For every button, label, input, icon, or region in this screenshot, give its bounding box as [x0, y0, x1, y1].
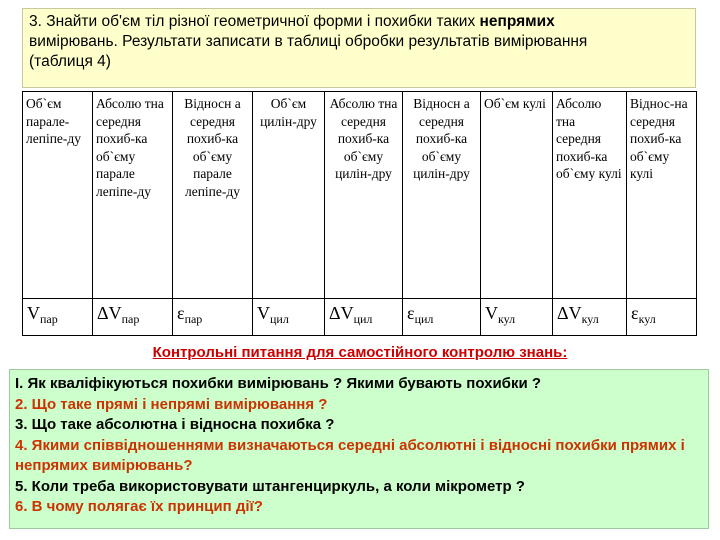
symbol-main: ΔV [557, 303, 582, 324]
table-symbol-row [23, 299, 697, 336]
question-item: 3. Що таке абсолютна і відносна похибка ? [15, 416, 335, 433]
header-cell-volume-cylinder: Об`єм цилін-дру [253, 92, 325, 299]
header-cell-abs-error-cylinder: Абсолю тна середня похиб-ка об`єму цилін-дру [325, 92, 403, 299]
symbol-cell [627, 299, 697, 336]
symbol-main: V [485, 303, 498, 324]
task-line-3: (таблиця 4) [29, 53, 111, 70]
task-line-1 [29, 12, 689, 32]
symbol-sub: пар [121, 312, 140, 327]
header-cell-abs-error-sphere: Абсолю тна середня похиб-ка об`єму кулі [553, 92, 627, 299]
question-item: 6. В чому полягає їх принцип дії? [15, 498, 263, 515]
header-cell-rel-error-sphere: Віднос-на середня похиб-ка об`єму кулі [627, 92, 697, 299]
symbol-sub: пар [40, 312, 58, 327]
header-cell-volume-sphere: Об`єм кулі [481, 92, 553, 299]
symbol-sub: цил [270, 312, 289, 327]
task-box [22, 8, 696, 88]
symbol-sub: кул [638, 312, 656, 327]
task-emphasis: непрямих [479, 13, 555, 30]
symbol-main: ΔV [329, 303, 354, 324]
symbol-cell [173, 299, 253, 336]
symbol-cell [93, 299, 173, 336]
task-line-1-text: 3. Знайти об'єм тіл різної геометричної форми і похибки таких [29, 13, 480, 30]
symbol-main: ΔV [97, 303, 122, 324]
results-table [22, 91, 697, 336]
symbol-cell [403, 299, 481, 336]
header-cell-abs-error-parallelepiped: Абсолю тна середня похиб-ка об`єму парале лепіпе-ду [93, 92, 173, 299]
symbol-main: ε [407, 303, 415, 324]
symbol-cell [253, 299, 325, 336]
symbol-main: ε [177, 303, 185, 324]
symbol-cell [325, 299, 403, 336]
symbol-main: V [257, 303, 270, 324]
symbol-main: ε [631, 303, 639, 324]
header-cell-rel-error-parallelepiped: Відносн а середня похиб-ка об`єму парале лепіпе-ду [173, 92, 253, 299]
task-line-2: вимірювань. Результати записати в таблиці обробки результатів вимірювання [29, 33, 588, 50]
section-heading: Контрольні питання для самостійного контролю знань: [152, 344, 568, 361]
question-item: 2. Що таке прямі і непрямі вимірювання ? [15, 395, 328, 413]
question-item: I. Як кваліфікуються похибки вимірювань ? Якими бувають похибки ? [15, 375, 542, 392]
table-header-row [23, 92, 697, 299]
question-item: 5. Коли треба використовувати штангенциркуль, а коли мікрометр ? [15, 477, 525, 495]
symbol-cell [553, 299, 627, 336]
symbol-sub: кул [498, 312, 516, 327]
symbol-sub: кул [581, 312, 599, 327]
symbol-cell [481, 299, 553, 336]
header-cell-rel-error-cylinder: Відносн а середня похиб-ка об`єму цилін-дру [403, 92, 481, 299]
symbol-sub: цил [414, 312, 434, 327]
header-cell-volume-parallelepiped: Об`єм парале-лепіпе-ду [23, 92, 93, 299]
symbol-sub: цил [353, 312, 373, 327]
symbol-main: V [27, 303, 40, 324]
symbol-cell [23, 299, 93, 336]
question-item: 4. Якими співвідношеннями визначаються середні абсолютні і відносні похибки прямих і непрямих вимірювань? [15, 436, 685, 474]
questions-box [9, 369, 709, 529]
symbol-sub: пар [184, 312, 203, 327]
